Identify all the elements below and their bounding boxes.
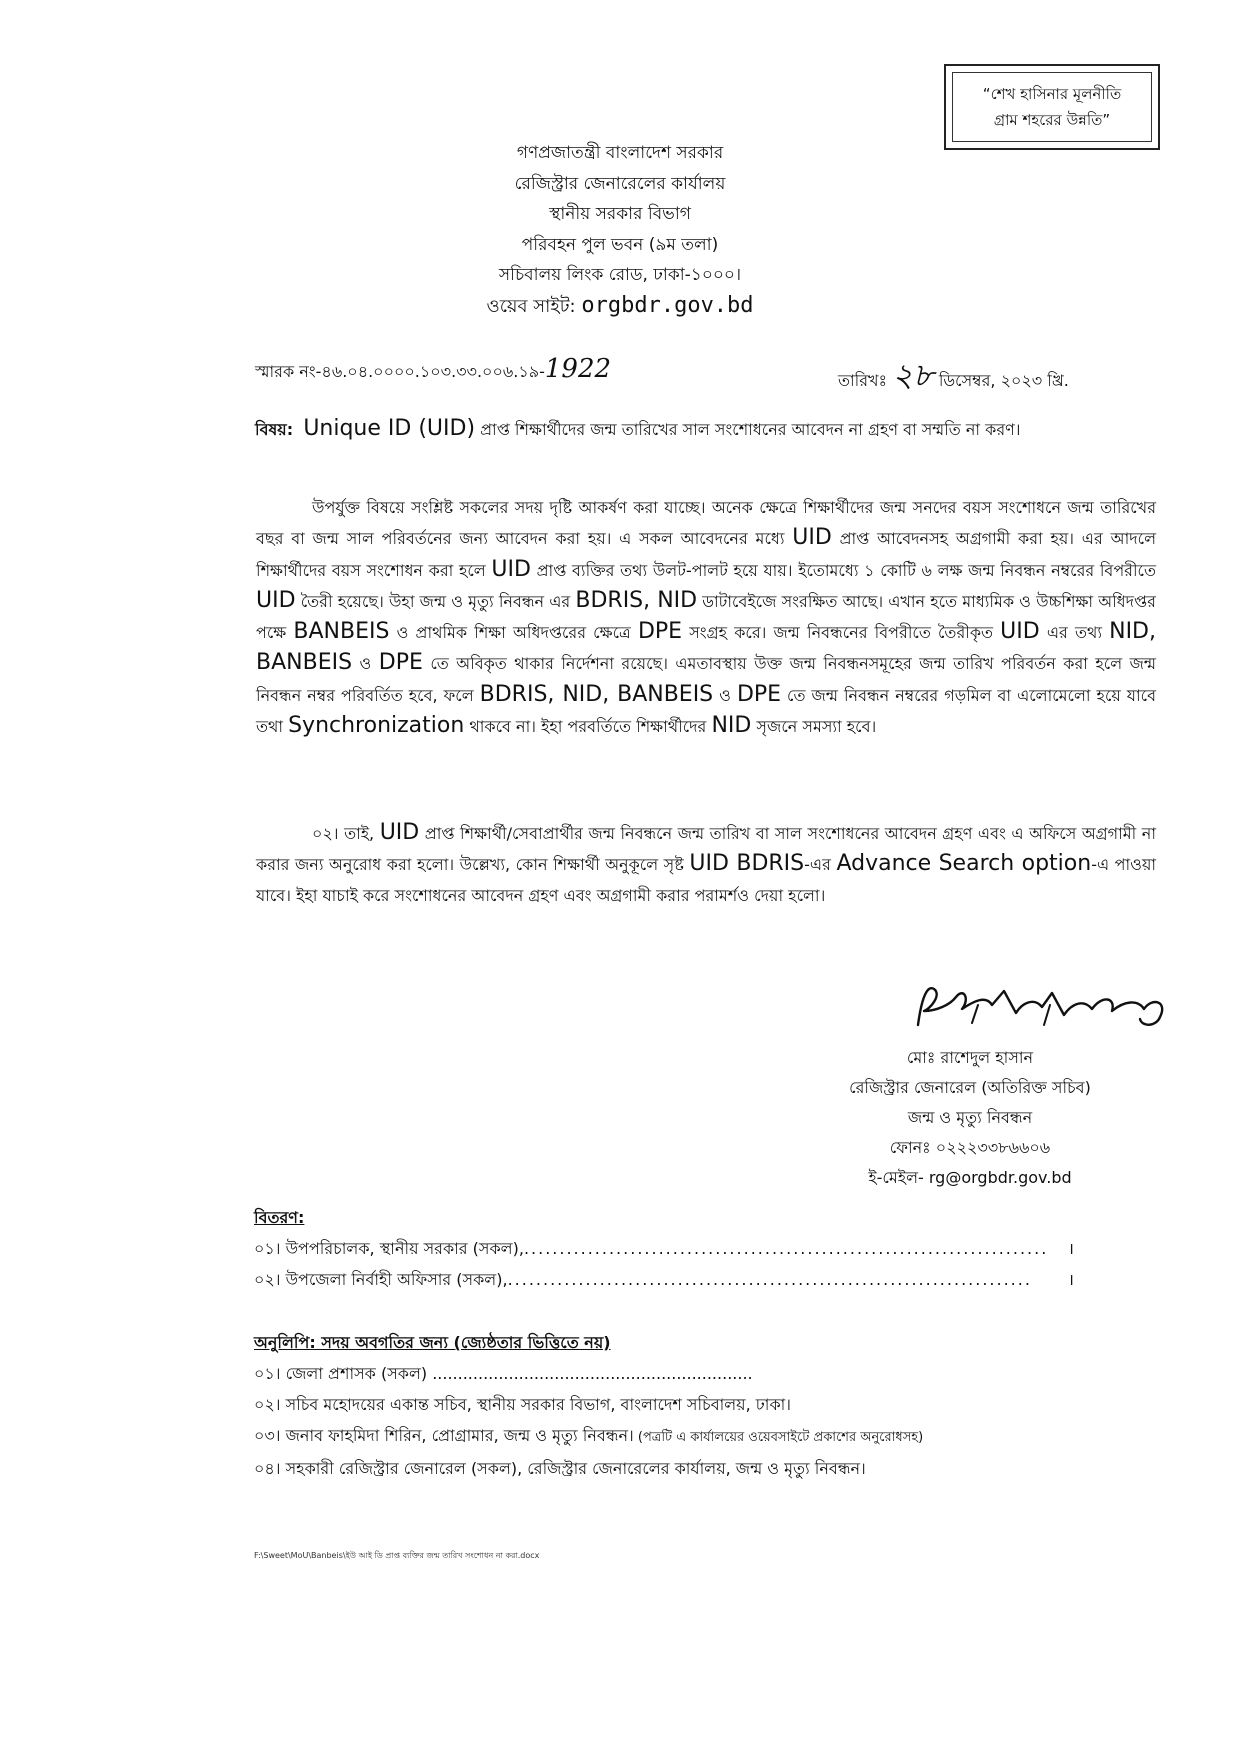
signatory-name: মোঃ রাশেদুল হাসান	[906, 1048, 1034, 1067]
dotted-leader: ...............................................................	[432, 1364, 753, 1383]
distribution-item	[254, 1264, 1074, 1295]
distribution-item-2-text: ০২। উপজেলা নির্বাহী অফিসার (সকল),	[254, 1270, 508, 1289]
website-label: ওয়েব সাইট:	[486, 295, 582, 317]
p2-number: ০২। তাই,	[312, 824, 380, 843]
subject-label: বিষয়:	[255, 420, 294, 439]
copy-item-3-text: ০৩। জনাব ফাহমিদা শিরিন, প্রোগ্রামার, জন্ম ও মৃত্যু নিবন্ধন।	[254, 1426, 634, 1445]
handwritten-signature	[912, 975, 1177, 1045]
date-label: তারিখঃ	[838, 371, 893, 390]
p1-text-k: ও	[713, 685, 737, 705]
subject-line	[255, 413, 1155, 446]
distribution-item	[254, 1233, 1074, 1264]
letterhead-building: পরিবহন পুল ভবন (৯ম তলা)	[521, 234, 719, 255]
p1-text-n: সৃজনে সমস্যা হবে।	[751, 717, 877, 737]
copy-item-4: ০৪। সহকারী রেজিস্ট্রার জেনারেল (সকল), রেজিস্ট্রার জেনারেলের কার্যালয়, জন্ম ও মৃত্যু নিবন্ধন।	[254, 1459, 866, 1478]
item-end-mark: ।	[1067, 1270, 1074, 1289]
p1-text-f: ও প্রাথমিক শিক্ষা অধিদপ্তরের ক্ষেত্রে	[389, 623, 638, 643]
dotted-leader: ..........................................................................	[507, 1270, 1032, 1289]
p1-text-e: ডাটাবেইজে সংরক্ষিত আছে। এখান হতে মাধ্যমিক ও উচ্চশিক্ষা অধিদপ্তর পক্ষে	[256, 591, 1156, 643]
memo-handwritten-number: 1922	[544, 354, 612, 384]
slogan-line-1: “শেখ হাসিনার মূলনীতি	[982, 85, 1122, 103]
p1-text-i: ও	[352, 654, 379, 674]
date-rest: ডিসেম্বর, ২০২৩ খ্রি.	[933, 371, 1069, 390]
p1-text-h: এর তথ্য	[1039, 623, 1110, 643]
signatory-email: ই-মেইল- rg@orgbdr.gov.bd	[868, 1168, 1072, 1187]
slogan-line-2: গ্রাম শহরের উন্নতি”	[993, 111, 1111, 129]
p1-text-d: তৈরী হয়েছে। উহা জন্ম ও মৃত্যু নিবন্ধন এর	[295, 591, 576, 611]
p2-uid: UID	[379, 820, 420, 845]
letterhead	[400, 138, 840, 322]
p1-text-g: সংগ্রহ করে। জন্ম নিবন্ধনের বিপরীতে তৈরীকৃত	[682, 623, 1001, 643]
p1-nid-banbeis: NID, BANBEIS	[256, 619, 1156, 676]
p1-banbeis-1: BANBEIS	[293, 619, 390, 645]
website-url: orgbdr.gov.bd	[581, 292, 754, 318]
p1-nid-3: NID	[711, 713, 752, 739]
signatory-title: রেজিস্ট্রার জেনারেল (অতিরিক্ত সচিব)	[849, 1078, 1091, 1097]
memo-prefix: স্মারক নং-৪৬.০৪.০০০০.১০৩.৩৩.০০৬.১৯-	[255, 362, 545, 381]
letterhead-division: স্থানীয় সরকার বিভাগ	[549, 204, 691, 224]
p1-dpe-2: DPE	[378, 650, 423, 676]
p1-bdris-nid: BDRIS, NID	[575, 587, 698, 613]
letterhead-website	[400, 291, 840, 323]
slogan-box	[944, 64, 1160, 150]
p1-list-systems: BDRIS, NID, BANBEIS	[479, 681, 714, 707]
p2-text-b: -এর	[804, 855, 837, 875]
p1-text-j: তে অবিকৃত থাকার নির্দেশনা রয়েছে। এমতাবস্থায় উক্ত জন্ম নিবন্ধনসমূহের জন্ম তারিখ পরিবর্তন করা হলে জন্ম নিবন্ধন নম্বর পরিবর্তিত হবে, ফলে	[256, 654, 1157, 705]
slogan-inner-border	[952, 72, 1152, 142]
memo-number	[255, 354, 611, 386]
p2-text-a: প্রাপ্ত শিক্ষার্থী/সেবাপ্রার্থীর জন্ম নিবন্ধনে জন্ম তারিখ বা সাল সংশোধনের আবেদন গ্রহণ এবং এ অফিসে অগ্রগামী না করার জন্য অনুরোধ করা হলো। উল্লেখ্য, কোন শিক্ষার্থী অনুকূলে সৃষ্ট	[256, 824, 1156, 875]
date-handwritten-day: ২৮	[892, 356, 934, 394]
copy-item-2: ০২। সচিব মহোদয়ের একান্ত সচিব, স্থানীয় সরকার বিভাগ, বাংলাদেশ সচিবালয়, ঢাকা।	[254, 1395, 792, 1414]
p1-text-c: প্রাপ্ত ব্যক্তির তথ্য উলট-পালট হয়ে যায়। ইতোমধ্যে ১ কোটি ৬ লক্ষ জন্ম নিবন্ধন নম্বরের বিপরীতে	[530, 560, 1156, 580]
p1-uid-2: UID	[491, 556, 531, 582]
distribution-heading: বিতরণ:	[254, 1208, 305, 1227]
subject-text: প্রাপ্ত শিক্ষার্থীদের জন্ম তারিখের সাল সংশোধনের আবেদন না গ্রহণ বা সম্মতি না করণ।	[475, 420, 1021, 439]
p1-uid-3: UID	[256, 587, 296, 613]
copy-item-1-text: ০১। জেলা প্রশাসক (সকল)	[254, 1364, 433, 1383]
copy-heading: অনুলিপি: সদয় অবগতির জন্য (জ্যেষ্ঠতার ভিত্তিতে নয়)	[254, 1333, 611, 1352]
distribution-list	[254, 1202, 1074, 1295]
item-end-mark: ।	[1067, 1239, 1074, 1258]
signatory-block	[760, 1043, 1180, 1193]
dotted-leader: ..........................................................................	[523, 1239, 1049, 1258]
p1-text-l: তে জন্ম নিবন্ধন নম্বরের গড়মিল বা এলোমেলো হয়ে যাবে তথা	[256, 685, 1156, 737]
p1-uid-4: UID	[1000, 619, 1040, 645]
letterhead-address: সচিবালয় লিংক রোড, ঢাকা-১০০০।	[498, 265, 742, 285]
copy-item-3	[254, 1420, 1154, 1453]
p1-synchronization: Synchronization	[288, 713, 465, 739]
p2-text-c: -এ পাওয়া যাবে। ইহা যাচাই করে সংশোধনের আবেদন গ্রহণ এবং অগ্রগামী করার পরামর্শও দেয়া হলো।	[256, 855, 1157, 905]
copy-list	[254, 1327, 1154, 1484]
copy-item-3-note: (পত্রটি এ কার্যালয়ের ওয়েবসাইটে প্রকাশের অনুরোধসহ)	[633, 1430, 924, 1445]
p1-text-a: উপর্যুক্ত বিষয়ে সংশ্লিষ্ট সকলের সদয় দৃষ্টি আকর্ষণ করা যাচ্ছে। অনেক ক্ষেত্রে শিক্ষার্থীদের জন্ম সনদের বয়স সংশোধনে জন্ম তারিখের বছর বা জন্ম সাল পরিবর্তনের জন্য আবেদন করা হয়। এ সকল আবেদনের মধ্যে	[256, 498, 1156, 549]
p1-dpe-3: DPE	[736, 681, 782, 707]
signatory-phone: ফোনঃ ০২২২৩৩৮৬৬০৬	[889, 1138, 1051, 1157]
p2-uid-bdris: UID BDRIS	[689, 851, 805, 877]
subject-latin: Unique ID (UID)	[303, 416, 476, 441]
p2-advance-search: Advance Search option	[836, 851, 1092, 877]
letterhead-office: রেজিস্ট্রার জেনারেলের কার্যালয়	[514, 173, 726, 194]
p1-text-b: প্রাপ্ত আবেদনসহ অগ্রগামী করা হয়। এর আদলে শিক্ষার্থীদের বয়স সংশোধন করা হলে	[256, 529, 1156, 580]
body-paragraph-2	[256, 818, 1156, 911]
signatory-department: জন্ম ও মৃত্যু নিবন্ধন	[907, 1108, 1033, 1127]
copy-item-1	[254, 1358, 1154, 1389]
body-paragraph-1	[256, 493, 1156, 742]
p1-dpe-1: DPE	[637, 619, 683, 645]
distribution-item-1-text: ০১। উপপরিচালক, স্থানীয় সরকার (সকল),	[254, 1239, 524, 1258]
letter-date	[838, 350, 1069, 404]
letterhead-government: গণপ্রজাতন্ত্রী বাংলাদেশ সরকার	[516, 143, 724, 163]
p1-uid-1: UID	[792, 525, 832, 551]
file-path-footer: F:\Sweet\MoU\Banbeis\ইউ আই ডি প্রাপ্ত ব্যক্তির জন্ম তারিখ সংশোধন না করা.docx	[254, 1551, 540, 1560]
p1-text-m: থাকবে না। ইহা পরবর্তিতে শিক্ষার্থীদের	[464, 717, 712, 737]
